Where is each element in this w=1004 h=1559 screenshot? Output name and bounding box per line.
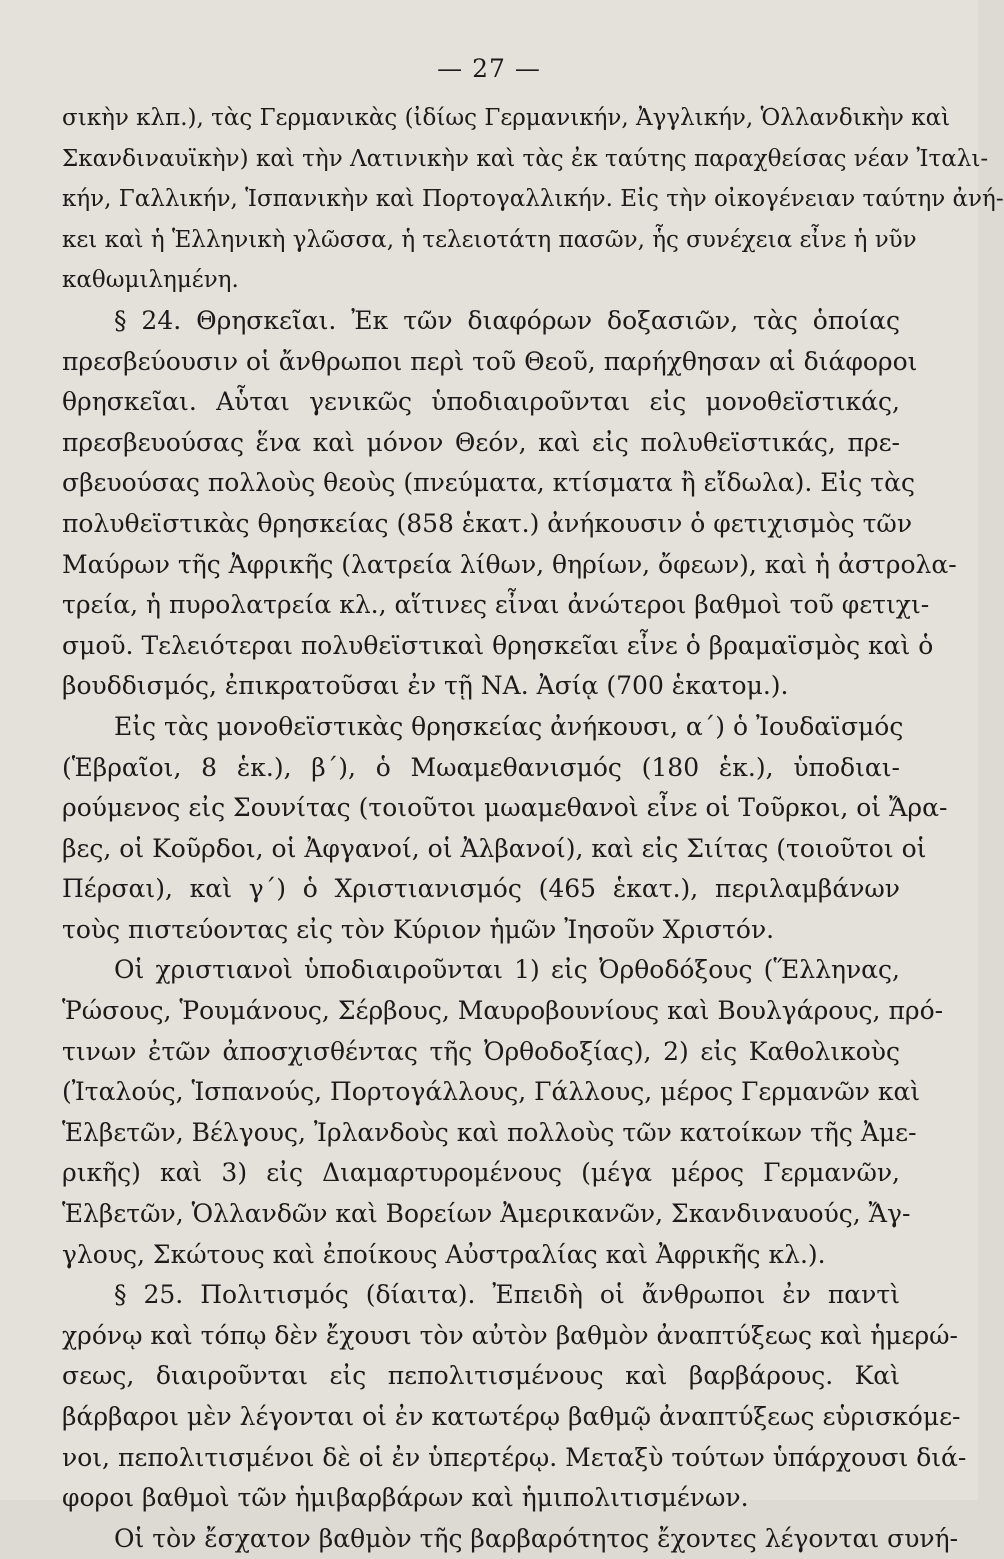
text-line: Ῥώσους, Ῥουμάνους, Σέρβους, Μαυροβουνίους καὶ Βουλγάρους, πρό- xyxy=(62,996,944,1026)
text-line: Μαύρων τῆς Ἀφρικῆς (λατρεία λίθων, θηρίων, ὄφεων), καὶ ἡ ἀστρολα- xyxy=(62,549,957,579)
text-line: κήν, Γαλλικήν, Ἱσπανικὴν καὶ Πορτογαλλικήν. Εἰς τὴν οἰκογένειαν ταύτην ἀνή- xyxy=(62,186,1004,213)
text-line: Οἱ χριστιανοὶ ὑποδιαιροῦνται 1) εἰς Ὀρθοδόξους (Ἕλληνας, xyxy=(114,955,900,985)
text-line: ρικῆς) καὶ 3) εἰς Διαμαρτυρομένους (μέγα μέρος Γερμανῶν, xyxy=(62,1158,900,1188)
text-line: τρεία, ἡ πυρολατρεία κλ., αἵτινες εἶναι ἀνώτεροι βαθμοὶ τοῦ φετιχι- xyxy=(62,590,930,620)
text-line: νοι, πεπολιτισμένοι δὲ οἱ ἐν ὑπερτέρῳ. Μεταξὺ τούτων ὑπάρχουσι διά- xyxy=(62,1442,967,1472)
text-line: βουδδισμός, ἐπικρατοῦσαι ἐν τῇ ΝΑ. Ἀσίᾳ (700 ἑκατομ.). xyxy=(62,671,789,701)
text-line: κει καὶ ἡ Ἑλληνικὴ γλῶσσα, ἡ τελειοτάτη πασῶν, ἧς συνέχεια εἶνε ἡ νῦν xyxy=(62,226,917,253)
text-line: (Ἑβραῖοι, 8 ἑκ.), β΄), ὁ Μωαμεθανισμός (180 ἑκ.), ὑποδιαι- xyxy=(62,752,900,782)
section-25-heading-line: § 25. Πολιτισμός (δίαιτα). Ἐπειδὴ οἱ ἄνθρωποι ἐν παντὶ xyxy=(114,1280,900,1310)
text-line: Ἑλβετῶν, Βέλγους, Ἰρλανδοὺς καὶ πολλοὺς τῶν κατοίκων τῆς Ἀμε- xyxy=(62,1117,917,1147)
text-line: πρεσβεύουσιν οἱ ἄνθρωποι περὶ τοῦ Θεοῦ, παρήχθησαν αἱ διάφοροι xyxy=(62,346,918,376)
text-line: γλους, Σκώτους καὶ ἐποίκους Αὐστραλίας καὶ Ἀφρικῆς κλ.). xyxy=(62,1239,826,1269)
text-line: Πέρσαι), καὶ γ΄) ὁ Χριστιανισμός (465 ἑκατ.), περιλαμβάνων xyxy=(62,874,900,904)
text-line: Ἑλβετῶν, Ὁλλανδῶν καὶ Βορείων Ἀμερικανῶν, Σκανδιναυούς, Ἄγ- xyxy=(62,1199,911,1229)
page-text xyxy=(62,98,1004,1559)
page-number: — 27 — xyxy=(437,54,541,83)
text-line: σμοῦ. Τελειότεραι πολυθεϊστικαὶ θρησκεῖαι εἶνε ὁ βραμαϊσμὸς καὶ ὁ xyxy=(62,630,934,660)
text-line: καθωμιλημένη. xyxy=(62,267,239,294)
text-line: φοροι βαθμοὶ τῶν ἡμιβαρβάρων καὶ ἡμιπολιτισμένων. xyxy=(62,1483,749,1513)
text-line: βες, οἱ Κοῦρδοι, οἱ Ἀφγανοί, οἱ Ἀλβανοί), καὶ εἰς Σιίτας (τοιοῦτοι οἱ xyxy=(62,833,927,863)
text-line: σβευούσας πολλοὺς θεοὺς (πνεύματα, κτίσματα ἢ εἴδωλα). Εἰς τὰς xyxy=(62,468,915,498)
text-line: πολυθεϊστικὰς θρησκείας (858 ἑκατ.) ἀνήκουσιν ὁ φετιχισμὸς τῶν xyxy=(62,508,913,538)
text-line: σικὴν κλπ.), τὰς Γερμανικὰς (ἰδίως Γερμανικήν, Ἀγγλικήν, Ὁλλανδικὴν καὶ xyxy=(62,105,951,131)
section-24-heading-line: § 24. Θρησκεῖαι. Ἐκ τῶν διαφόρων δοξασιῶν, τὰς ὁποίας xyxy=(114,305,900,335)
text-line: (Ἰταλούς, Ἱσπανούς, Πορτογάλλους, Γάλλους, μέρος Γερμανῶν καὶ xyxy=(62,1077,921,1107)
text-line: ρούμενος εἰς Σουνίτας (τοιοῦτοι μωαμεθανοὶ εἶνε οἱ Τοῦρκοι, οἱ Ἄρα- xyxy=(62,793,948,823)
text-line: πρεσβευούσας ἕνα καὶ μόνον Θεόν, καὶ εἰς πολυθεϊστικάς, πρε- xyxy=(62,427,900,457)
text-line: Οἱ τὸν ἔσχατον βαθμὸν τῆς βαρβαρότητος ἔχοντες λέγονται συνή- xyxy=(114,1523,959,1553)
text-line: θρησκεῖαι. Αὗται γενικῶς ὑποδιαιροῦνται εἰς μονοθεϊστικάς, xyxy=(62,387,900,417)
text-line: χρόνῳ καὶ τόπῳ δὲν ἔχουσι τὸν αὐτὸν βαθμὸν ἀναπτύξεως καὶ ἡμερώ- xyxy=(62,1320,958,1350)
text-line: Εἰς τὰς μονοθεϊστικὰς θρησκείας ἀνήκουσι, α΄) ὁ Ἰουδαϊσμός xyxy=(114,711,904,741)
text-line: σεως, διαιροῦνται εἰς πεπολιτισμένους καὶ βαρβάρους. Καὶ xyxy=(62,1361,900,1391)
text-line: τινων ἐτῶν ἀποσχισθέντας τῆς Ὀρθοδοξίας), 2) εἰς Καθολικοὺς xyxy=(62,1036,900,1066)
text-line: βάρβαροι μὲν λέγονται οἱ ἐν κατωτέρῳ βαθμῷ ἀναπτύξεως εὑρισκόμε- xyxy=(62,1402,961,1431)
text-line: Σκανδιναυϊκὴν) καὶ τὴν Λατινικὴν καὶ τὰς ἐκ ταύτης παραχθείσας νέαν Ἰταλι- xyxy=(62,145,989,172)
text-line: τοὺς πιστεύοντας εἰς τὸν Κύριον ἡμῶν Ἰησοῦν Χριστόν. xyxy=(62,914,775,944)
